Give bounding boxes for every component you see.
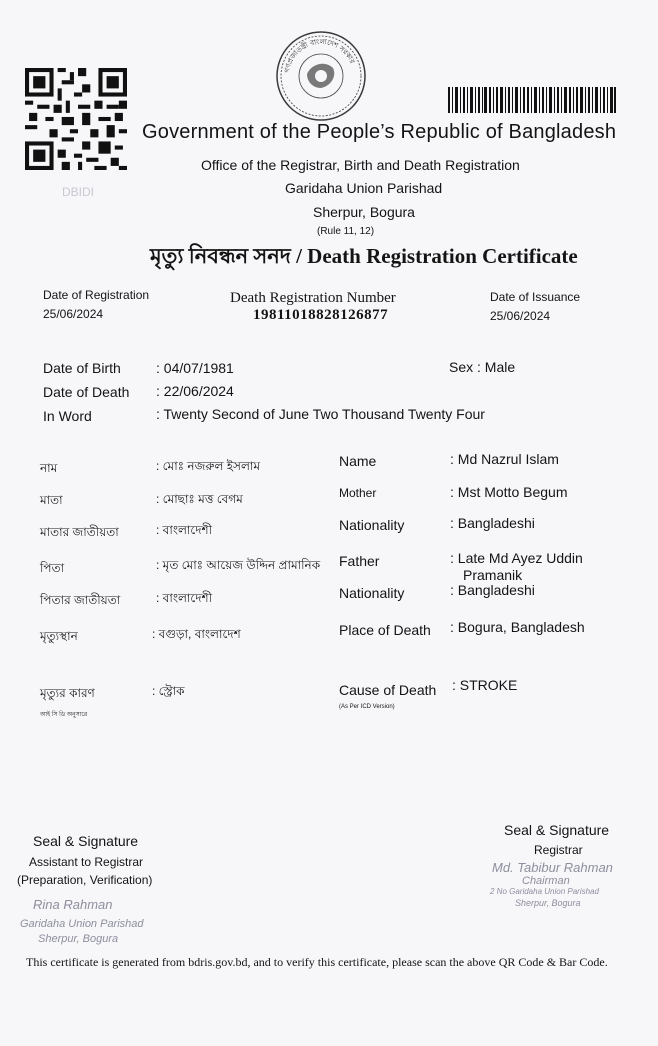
government-seal-icon (275, 30, 367, 122)
location: Sherpur, Bogura (313, 204, 415, 220)
mother-nationality-bn-label: মাতার জাতীয়তা (40, 525, 119, 539)
date-of-birth-label: Date of Birth (43, 360, 121, 376)
barcode (448, 87, 616, 113)
left-signature-stamp-line2: Garidaha Union Parishad (20, 918, 144, 930)
date-of-registration-label: Date of Registration (43, 288, 150, 302)
left-note: (Preparation, Verification) (17, 873, 153, 887)
father-nationality-bn-label: পিতার জাতীয়তা (40, 593, 121, 607)
office-name: Office of the Registrar, Birth and Death Registration (201, 157, 520, 173)
date-of-death-value: : 22/06/2024 (156, 383, 234, 399)
mother-en-label: Mother (339, 486, 377, 500)
mother-bn-value: : মোছাঃ মত্ত বেগম (156, 492, 243, 506)
mother-nationality-bn-value: : বাংলাদেশী (156, 523, 213, 537)
left-signature-ink: Rina Rahman (33, 897, 113, 912)
father-en-value-line1: : Late Md Ayez Uddin (450, 550, 583, 566)
place-of-death-bn-value: : বগুড়া, বাংলাদেশ (152, 627, 241, 641)
cause-of-death-en-value: : STROKE (452, 677, 518, 693)
father-en-value-line2: Pramanik (463, 567, 523, 583)
cause-of-death-bn-note: আই সি ডি অনুসারে (40, 712, 88, 718)
place-of-death-en-label: Place of Death (339, 622, 431, 638)
date-of-registration-value: 25/06/2024 (43, 307, 104, 321)
left-signature-stamp-line3: Sherpur, Bogura (38, 933, 119, 945)
right-seal-title: Seal & Signature (504, 822, 610, 838)
mother-nationality-en-value: : Bangladeshi (450, 515, 535, 531)
date-of-issuance-value: 25/06/2024 (490, 309, 551, 323)
place-of-death-bn-label: মৃত্যুস্থান (40, 629, 78, 643)
mother-bn-label: মাতা (40, 493, 63, 507)
left-seal-title: Seal & Signature (33, 833, 139, 849)
certificate-title: মৃত্যু নিবন্ধন সনদ / Death Registration Certificate (150, 244, 578, 268)
left-role: Assistant to Registrar (29, 855, 144, 869)
union-name: Garidaha Union Parishad (285, 180, 443, 196)
right-signature-stamp-line1: Chairman (522, 875, 570, 887)
father-nationality-en-value: : Bangladeshi (450, 582, 535, 598)
date-of-issuance-label: Date of Issuance (490, 290, 581, 304)
name-bn-value: : মোঃ নজরুল ইসলাম (156, 459, 261, 473)
qr-caption: DBIDI (62, 185, 95, 199)
government-title: Government of the People’s Republic of Bangladesh (142, 121, 617, 143)
father-bn-value: : মৃত মোঃ আয়েজ উদ্দিন প্রামানিক (156, 558, 321, 572)
qr-code (25, 68, 127, 170)
name-en-label: Name (339, 453, 377, 469)
right-signature-name: Md. Tabibur Rahman (492, 860, 613, 875)
mother-en-value: : Mst Motto Begum (450, 484, 568, 500)
right-role: Registrar (534, 843, 583, 857)
svg-text:গণপ্রজাতন্ত্রী বাংলাদেশ সরকার: গণপ্রজাতন্ত্রী বাংলাদেশ সরকার (283, 37, 357, 74)
mother-nationality-en-label: Nationality (339, 517, 405, 533)
name-bn-label: নাম (40, 461, 58, 475)
right-signature-stamp-line2: 2 No Garidaha Union Parishad (490, 887, 599, 896)
date-of-birth-value: : 04/07/1981 (156, 360, 234, 376)
registration-number-label: Death Registration Number (230, 290, 396, 306)
cause-of-death-bn-label: মৃত্যুর কারণ (40, 686, 95, 700)
father-nationality-en-label: Nationality (339, 585, 405, 601)
cause-of-death-en-note: (As Per ICD Version) (339, 704, 395, 710)
father-en-label: Father (339, 553, 380, 569)
verification-footer: This certificate is generated from bdris.gov.bd, and to verify this certificate, please scan the above QR Code & Bar Code. (26, 955, 608, 969)
father-bn-label: পিতা (40, 561, 65, 575)
right-signature-stamp-line3: Sherpur, Bogura (515, 898, 581, 908)
date-of-death-label: Date of Death (43, 384, 130, 400)
name-en-value: : Md Nazrul Islam (450, 451, 559, 467)
cause-of-death-bn-value: : স্ট্রোক (152, 684, 185, 698)
place-of-death-en-value: : Bogura, Bangladesh (450, 619, 585, 635)
sex-value: Sex : Male (449, 359, 516, 375)
cause-of-death-en-label: Cause of Death (339, 682, 437, 698)
registration-number-value: 19811018828126877 (253, 307, 389, 323)
rule-reference: (Rule 11, 12) (317, 226, 375, 237)
in-word-value: : Twenty Second of June Two Thousand Twenty Four (156, 406, 485, 422)
father-nationality-bn-value: : বাংলাদেশী (156, 591, 213, 605)
in-word-label: In Word (43, 408, 92, 424)
